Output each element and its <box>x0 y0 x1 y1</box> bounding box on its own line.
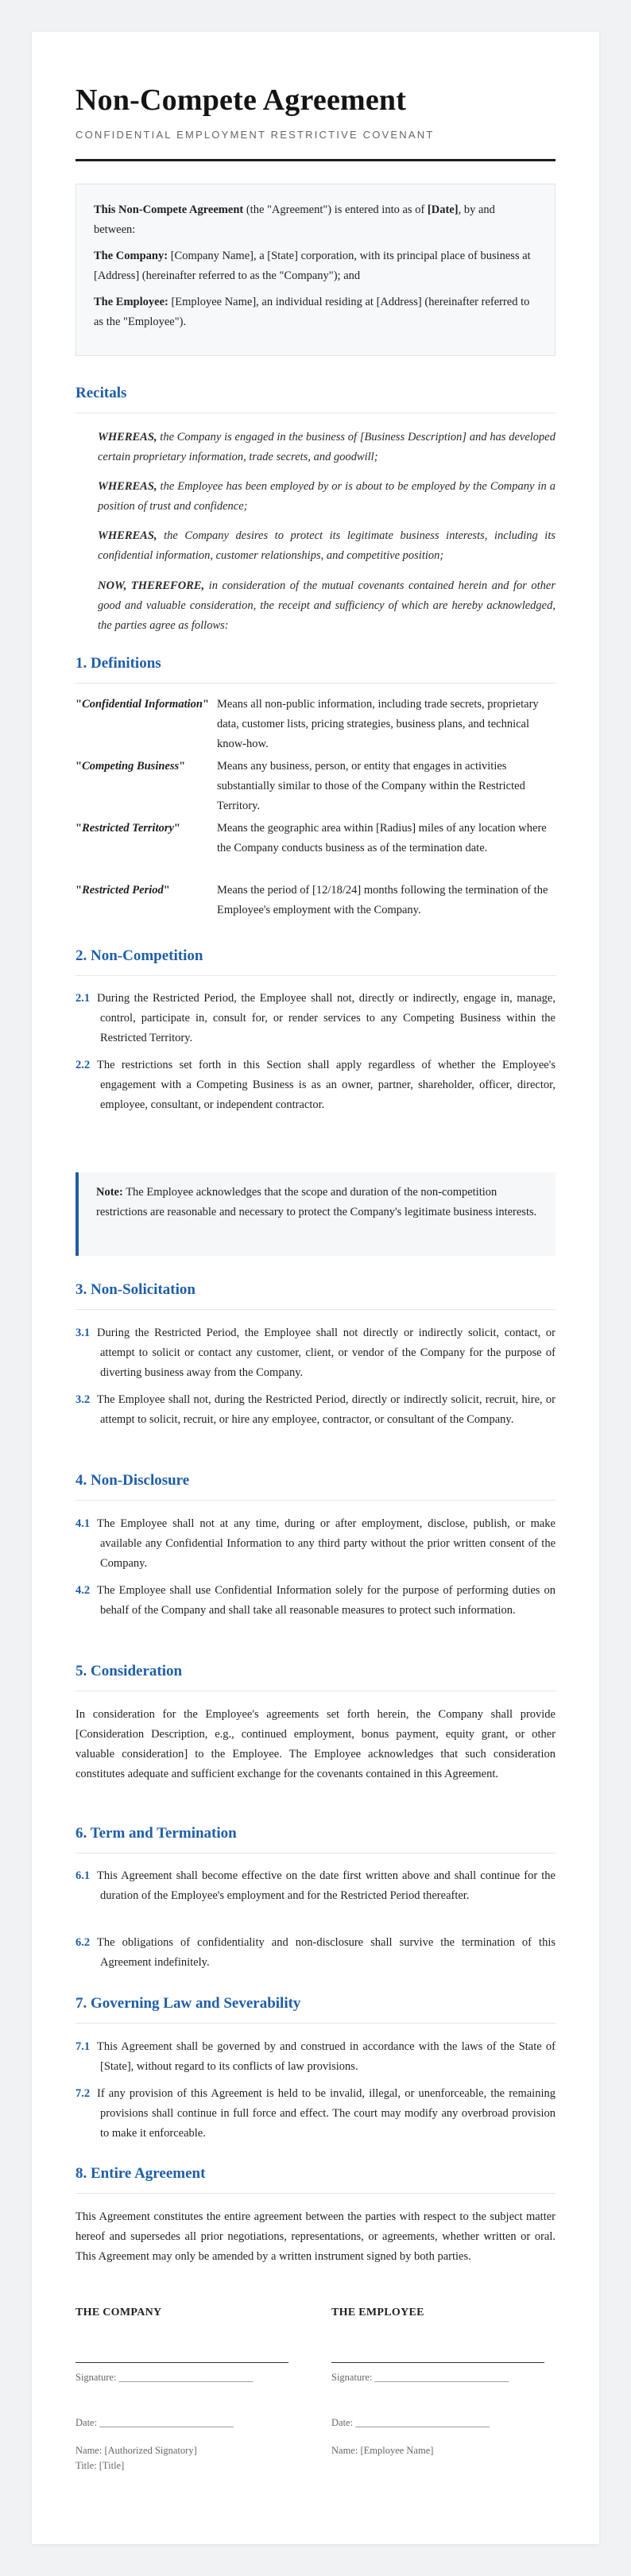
intro-date: [Date] <box>427 203 459 216</box>
section-heading-governing-law: 7. Governing Law and Severability <box>75 1992 556 2024</box>
clause-3-1 <box>75 1323 556 1383</box>
clause-number: 6.1 <box>75 1869 91 1882</box>
clause-text: This Agreement shall become effective on the date first written above and shall continue for the duration of the Employee's employment and for the Restricted Period thereafter. <box>97 1869 556 1902</box>
page-title: Non-Compete Agreement <box>75 83 407 117</box>
document-page <box>32 32 599 2544</box>
recital-lead: WHEREAS, <box>98 529 157 542</box>
note-text <box>96 1183 541 1222</box>
intro-paragraph <box>94 200 539 240</box>
recital-lead: WHEREAS, <box>98 431 157 444</box>
employee-label: The Employee: <box>94 296 168 308</box>
company-signature-field[interactable]: Signature: ___________________________ <box>75 2372 254 2383</box>
clause-4-2 <box>75 1581 556 1621</box>
recital-item <box>98 477 556 517</box>
company-signature-line[interactable] <box>75 2362 288 2363</box>
recital-text: the Employee has been employed by or is about to be employed by the Company in a position of trust and confidence; <box>98 480 556 513</box>
clause-number: 3.2 <box>75 1393 91 1406</box>
clause-7-1 <box>75 2037 556 2077</box>
definition-term: "Competing Business" <box>75 760 186 773</box>
section-heading-definitions: 1. Definitions <box>75 652 556 684</box>
clause-text: The Employee shall not at any time, during or after employment, disclose, publish, or make available any Confidential Information to any third party without the prior written consent of the Company. <box>97 1517 556 1570</box>
intro-agreement-name: This Non-Compete Agreement <box>94 203 244 216</box>
definition-desc: Means any business, person, or entity that engages in activities substantially similar to those of the Company within the Restricted Territory. <box>217 760 525 812</box>
clause-6-1 <box>75 1866 556 1906</box>
company-title-field: Title: [Title] <box>75 2460 125 2471</box>
company-party <box>94 246 539 286</box>
employee-signature-heading: THE EMPLOYEE <box>331 2307 424 2318</box>
recital-item <box>98 428 556 467</box>
note-callout <box>75 1172 556 1256</box>
clause-2-1 <box>75 989 556 1048</box>
section-heading-non-competition: 2. Non-Competition <box>75 944 556 976</box>
clause-text: This Agreement shall be governed by and construed in accordance with the laws of the State of [State], without regard to its conflicts of law provisions. <box>97 2040 556 2073</box>
recital-lead: WHEREAS, <box>98 480 157 493</box>
clause-number: 4.2 <box>75 1584 91 1597</box>
intro-text-a: (the "Agreement") is entered into as of <box>243 203 428 216</box>
section-heading-term: 6. Term and Termination <box>75 1822 556 1854</box>
definition-desc: Means the geographic area within [Radius] miles of any location where the Company conducts business as of the termination date. <box>217 822 547 854</box>
clause-7-2 <box>75 2084 556 2144</box>
clause-number: 4.1 <box>75 1517 91 1530</box>
definition-term: "Confidential Information" <box>75 698 210 711</box>
clause-number: 3.1 <box>75 1327 91 1339</box>
definition-term: "Restricted Period" <box>75 884 170 897</box>
title-divider <box>75 159 556 161</box>
clause-text: The obligations of confidentiality and non-disclosure shall survive the termination of this Agreement indefinitely. <box>97 1936 556 1969</box>
recital-item <box>98 576 556 636</box>
recital-item <box>98 526 556 566</box>
clause-text: During the Restricted Period, the Employee shall not directly or indirectly solicit, contact, or attempt to solicit or contact any customer, client, or vendor of the Company for the purpose of diverting business away from the Company. <box>97 1327 556 1379</box>
recital-lead: NOW, THEREFORE, <box>98 579 205 592</box>
employee-date-field[interactable]: Date: ___________________________ <box>331 2417 490 2428</box>
clause-4-1 <box>75 1514 556 1574</box>
definition-term: "Restricted Territory" <box>75 822 180 835</box>
clause-text: The Employee shall use Confidential Information solely for the purpose of performing duties on behalf of the Company and shall take all reasonable measures to protect such information. <box>97 1584 556 1617</box>
note-label: Note: <box>96 1186 123 1199</box>
company-name-field: Name: [Authorized Signatory] <box>75 2445 197 2456</box>
company-label: The Company: <box>94 250 168 262</box>
clause-number: 6.2 <box>75 1936 91 1949</box>
definition-desc: Means all non-public information, including trade secrets, proprietary data, customer lists, pricing strategies, business plans, and technical know-how. <box>217 698 539 750</box>
clause-number: 7.1 <box>75 2040 91 2053</box>
company-text: [Company Name], a [State] corporation, with its principal place of business at [Address] (hereinafter referred to as the "Company"); and <box>94 250 531 282</box>
employee-signature-field[interactable]: Signature: ___________________________ <box>331 2372 509 2383</box>
employee-name-field: Name: [Employee Name] <box>331 2445 434 2456</box>
section-heading-entire-agreement: 8. Entire Agreement <box>75 2162 556 2194</box>
company-date-field[interactable]: Date: ___________________________ <box>75 2417 234 2428</box>
clause-text: During the Restricted Period, the Employee shall not, directly or indirectly, engage in, manage, control, participate in, consult for, or render services to any Competing Business within the Restricted Territory. <box>97 992 556 1044</box>
clause-text: The Employee shall not, during the Restricted Period, directly or indirectly solicit, recruit, hire, or attempt to solicit, recruit, or hire any employee, contractor, or consultant of the Company. <box>97 1393 556 1426</box>
clause-6-2 <box>75 1933 556 1973</box>
section-heading-recitals: Recitals <box>75 382 556 413</box>
intro-text-b: , by and between: <box>94 203 495 236</box>
clause-2-2 <box>75 1056 556 1115</box>
definition-desc: Means the period of [12/18/24] months following the termination of the Employee's employment with the Company. <box>217 884 548 916</box>
parties-box <box>75 184 556 356</box>
recital-text: the Company is engaged in the business of [Business Description] and has developed certain proprietary information, trade secrets, and goodwill; <box>98 431 556 463</box>
clause-text: If any provision of this Agreement is held to be invalid, illegal, or unenforceable, the remaining provisions shall continue in full force and effect. The court may modify any overbroad provision to make it enforceable. <box>97 2087 556 2140</box>
clause-text: The restrictions set forth in this Section shall apply regardless of whether the Employee's engagement with a Competing Business is as an owner, partner, shareholder, officer, director, employee, consultant, or independent contractor. <box>97 1059 556 1111</box>
company-signature-heading: THE COMPANY <box>75 2307 162 2318</box>
note-body: The Employee acknowledges that the scope and duration of the non-competition restrictions are reasonable and necessary to protect the Company's legitimate business interests. <box>96 1186 537 1218</box>
section-heading-non-disclosure: 4. Non-Disclosure <box>75 1469 556 1501</box>
entire-agreement-paragraph: This Agreement constitutes the entire agreement between the parties with respect to the subject matter hereof and supersedes all prior negotiations, representations, or agreements, whether written or oral. This Agreement may only be amended by a written instrument signed by both parties. <box>75 2210 556 2263</box>
clause-number: 2.2 <box>75 1059 91 1071</box>
recital-text: the Company desires to protect its legitimate business interests, including its confidential information, customer relationships, and competitive position; <box>98 529 556 562</box>
employee-party <box>94 292 539 332</box>
section-heading-consideration: 5. Consideration <box>75 1660 556 1691</box>
recital-text: in consideration of the mutual covenants contained herein and for other good and valuable consideration, the receipt and sufficiency of which are hereby acknowledged, the parties agree as follows: <box>98 579 556 632</box>
employee-text: [Employee Name], an individual residing at [Address] (hereinafter referred to as the "Employee"). <box>94 296 530 328</box>
page-subtitle: CONFIDENTIAL EMPLOYMENT RESTRICTIVE COVENANT <box>75 129 435 141</box>
consideration-paragraph: In consideration for the Employee's agreements set forth herein, the Company shall provide [Consideration Description, e.g., continued employment, bonus payment, equity grant, or other valuable consideration] to the Employee. The Employee acknowledges that such consideration constitutes adequate and sufficient exchange for the covenants contained in this Agreement. <box>75 1708 556 1780</box>
clause-3-2 <box>75 1390 556 1430</box>
clause-number: 7.2 <box>75 2087 91 2100</box>
clause-number: 2.1 <box>75 992 91 1005</box>
section-heading-non-solicitation: 3. Non-Solicitation <box>75 1278 556 1310</box>
employee-signature-line[interactable] <box>331 2362 544 2363</box>
